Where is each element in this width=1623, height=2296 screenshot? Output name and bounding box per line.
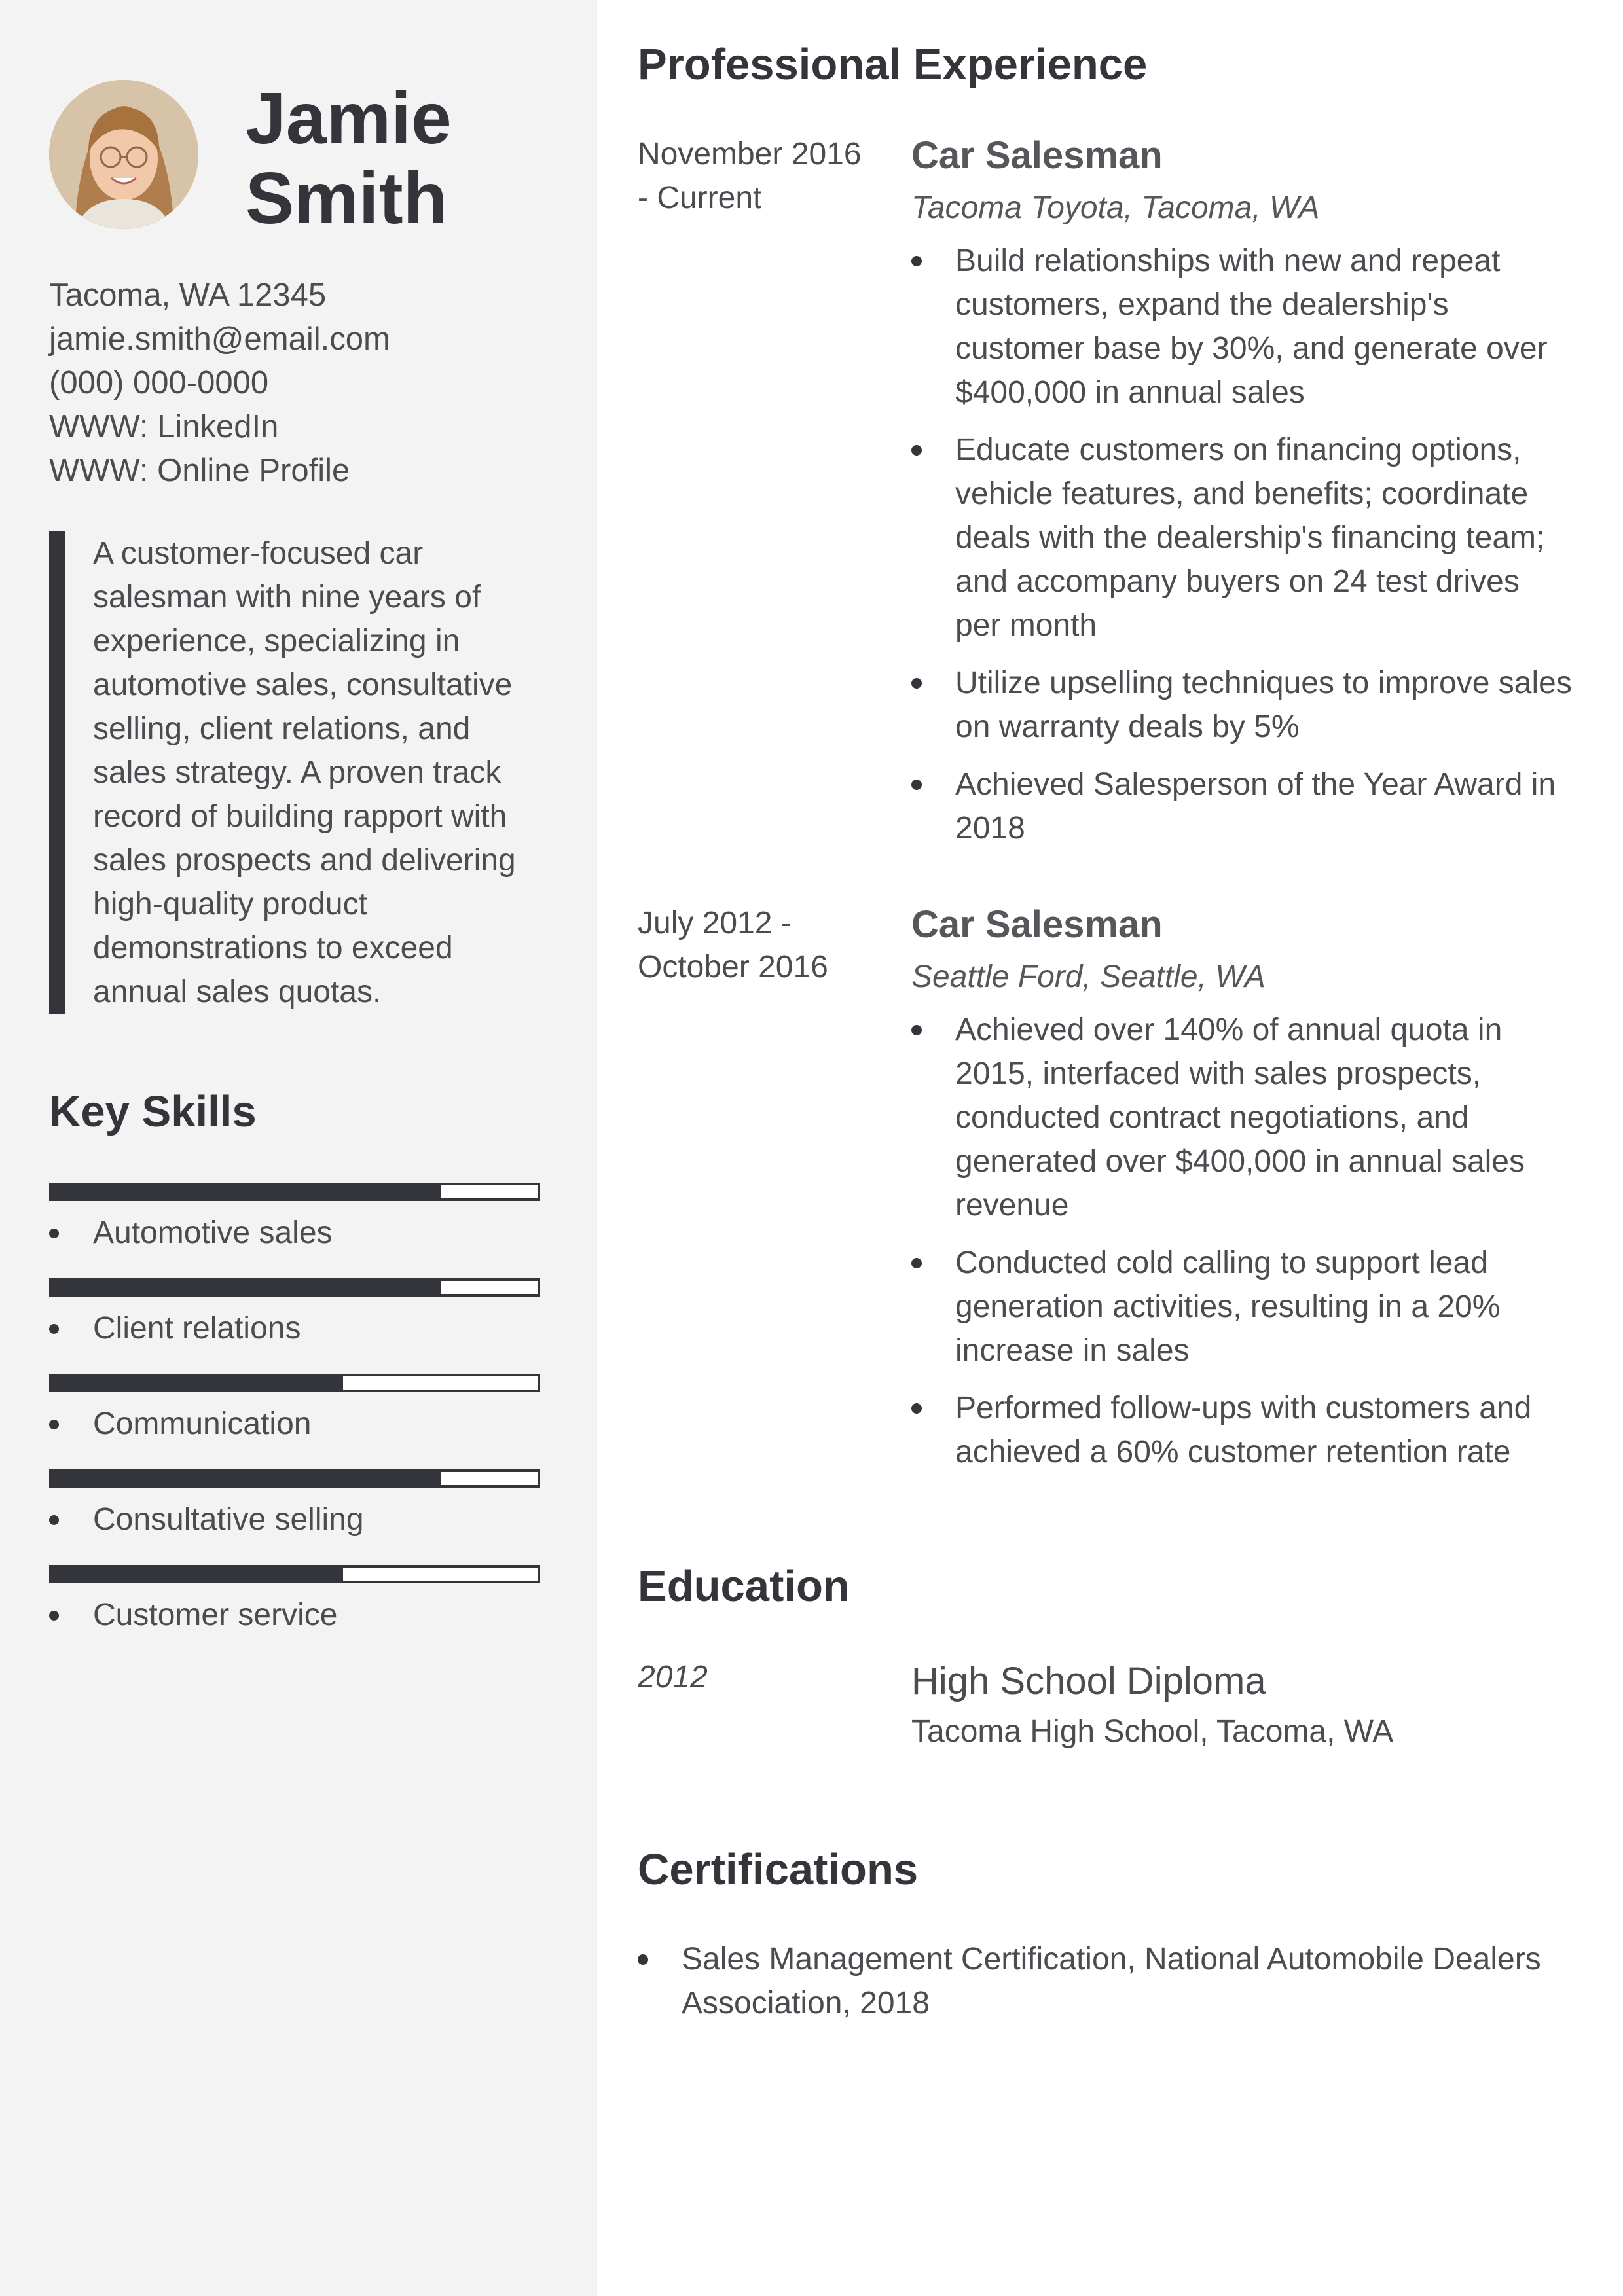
skill-label: Communication: [49, 1404, 540, 1444]
job-company: Seattle Ford, Seattle, WA: [911, 960, 1266, 994]
skill-level-fill: [52, 1376, 343, 1390]
address: Tacoma, WA 12345: [49, 278, 327, 313]
main-content: [597, 0, 1623, 2296]
skill-level-bar: [49, 1278, 540, 1297]
skill-level-bar: [49, 1183, 540, 1201]
sidebar: [0, 0, 597, 2296]
skill-level-fill: [52, 1472, 441, 1485]
job-dates: [638, 132, 886, 220]
job-dates: [638, 901, 886, 989]
skills-heading: Key Skills: [49, 1087, 257, 1136]
profile-photo: [49, 80, 198, 229]
professional-summary: A customer-focused car salesman with nine years of experience, specializing in automotive sales, consultative selling, client relations, and sales strategy. A proven track record of building rapport with sales prospects and delivering high-quality product demonstrations to exceed annual sales quotas.: [49, 531, 525, 1014]
skill-label: Customer service: [49, 1595, 540, 1636]
job-bullet: Educate customers on financing options, vehicle features, and benefits; coordinate deals with the dealership's financing team; and accompany buyers on 24 test drives per month: [911, 428, 1573, 647]
linkedin-link[interactable]: WWW: LinkedIn: [49, 409, 279, 444]
education-school: Tacoma High School, Tacoma, WA: [911, 1714, 1394, 1749]
education-degree: High School Diploma: [911, 1660, 1266, 1702]
skill-label: Client relations: [49, 1308, 540, 1349]
skill-level-bar: [49, 1469, 540, 1488]
last-name: Smith: [246, 158, 448, 239]
skill-item: [49, 1469, 540, 1540]
certifications-list: [638, 1937, 1580, 2025]
job-date-start: November 2016: [638, 137, 862, 171]
job-date-start: July 2012 -: [638, 906, 792, 941]
job-company: Tacoma Toyota, Tacoma, WA: [911, 190, 1320, 225]
skill-item: [49, 1183, 540, 1253]
candidate-name: [246, 79, 452, 238]
skill-item: [49, 1565, 540, 1636]
job-bullets: [911, 1008, 1573, 1474]
skill-item: [49, 1374, 540, 1444]
skill-level-fill: [52, 1568, 343, 1581]
certifications-heading: Certifications: [638, 1845, 919, 1894]
job-bullet: Utilize upselling techniques to improve sales on warranty deals by 5%: [911, 661, 1573, 749]
education-year: 2012: [638, 1660, 708, 1695]
job-bullet: Performed follow-ups with customers and achieved a 60% customer retention rate: [911, 1386, 1573, 1474]
skill-level-bar: [49, 1374, 540, 1392]
phone-number: (000) 000-0000: [49, 365, 269, 401]
job-details: [911, 901, 1573, 1488]
skill-label: Automotive sales: [49, 1213, 540, 1253]
job-bullet: Conducted cold calling to support lead generation activities, resulting in a 20% increase in sales: [911, 1241, 1573, 1372]
skill-label: Consultative selling: [49, 1499, 540, 1540]
job-bullet: Achieved Salesperson of the Year Award in 2018: [911, 762, 1573, 850]
email-link[interactable]: jamie.smith@email.com: [49, 321, 390, 357]
skill-level-fill: [52, 1281, 441, 1294]
job-details: [911, 132, 1573, 864]
experience-heading: Professional Experience: [638, 40, 1148, 89]
education-heading: Education: [638, 1562, 850, 1611]
job-bullet: Achieved over 140% of annual quota in 2015, interfaced with sales prospects, conducted contract negotiations, and generated over $400,000 in annual sales revenue: [911, 1008, 1573, 1227]
job-bullets: [911, 239, 1573, 850]
job-title: Car Salesman: [911, 134, 1163, 177]
certification-item: Sales Management Certification, National Automobile Dealers Association, 2018: [638, 1937, 1580, 2025]
job-title: Car Salesman: [911, 903, 1163, 946]
skill-item: [49, 1278, 540, 1349]
contact-info: [49, 274, 390, 493]
first-name: Jamie: [246, 78, 452, 159]
skill-level-bar: [49, 1565, 540, 1583]
skill-level-fill: [52, 1185, 441, 1198]
portrait-photo-image: [49, 80, 198, 229]
job-bullet: Build relationships with new and repeat customers, expand the dealership's customer base by 30%, and generate over $400,000 in annual sales: [911, 239, 1573, 414]
website-link[interactable]: WWW: Online Profile: [49, 453, 350, 488]
job-date-end: October 2016: [638, 950, 828, 984]
job-date-end: - Current: [638, 181, 762, 215]
